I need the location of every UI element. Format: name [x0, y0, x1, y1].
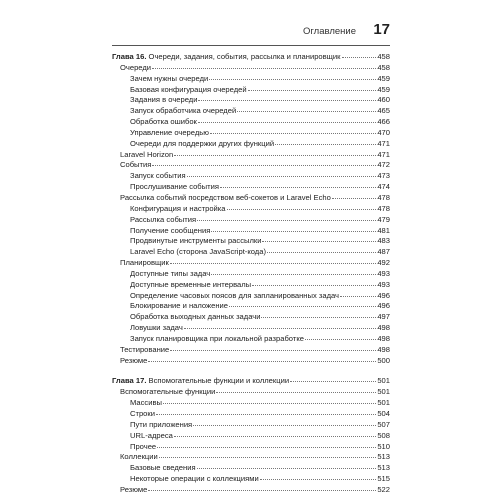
dot-leader: [210, 127, 376, 134]
toc-page-number: 513: [377, 463, 390, 473]
toc-page-number: 481: [377, 225, 390, 235]
toc-entry-title: Конфигурация и настройка: [130, 203, 226, 213]
toc-entry-title: Резюме: [120, 355, 148, 365]
toc-entry-title: Laravel Echo (сторона JavaScript-кода): [130, 247, 266, 257]
table-of-contents: [112, 52, 390, 496]
dot-leader: [237, 105, 376, 112]
toc-entry-title: Запуск планировщика при локальной разработке: [130, 333, 304, 343]
dot-leader: [148, 355, 376, 362]
toc-page-number: 472: [377, 160, 390, 170]
toc-entry-title: Рассылка события: [130, 214, 197, 224]
toc-page-number: 479: [377, 214, 390, 224]
toc-entry-title: Рассылка событий посредством веб-сокетов и Laravel Echo: [120, 192, 331, 202]
toc-entry: [112, 485, 390, 496]
dot-leader: [248, 84, 377, 91]
toc-page-number: 483: [377, 236, 390, 246]
toc-page-number: 515: [377, 474, 390, 484]
toc-page-number: 492: [377, 258, 390, 268]
toc-entry-title: Планировщик: [120, 258, 169, 268]
dot-leader: [197, 214, 376, 221]
chapter-title: Очереди, задания, события, рассылка и планировщик: [146, 52, 341, 61]
toc-entry-title: Запуск обработчика очередей: [130, 106, 237, 116]
toc-entry-title: Обработка ошибок: [130, 117, 197, 127]
toc-entry-title: Очереди для поддержки других функций: [130, 138, 275, 148]
chapter-title: Вспомогательные функции и коллекции: [146, 376, 290, 386]
dot-leader: [227, 203, 377, 210]
toc-entry-title: Запуск события: [130, 171, 186, 181]
toc-page-number: 501: [377, 387, 390, 397]
dot-leader: [220, 181, 376, 188]
toc-page-number: 496: [377, 290, 390, 300]
dot-leader: [305, 333, 376, 340]
dot-leader: [148, 484, 376, 491]
toc-page-number: 496: [377, 301, 390, 311]
dot-leader: [197, 462, 377, 469]
toc-page-number: 466: [377, 117, 390, 127]
chapter-number: Глава 16.: [112, 52, 147, 61]
toc-entry-title: Доступные типы задач: [130, 268, 211, 278]
toc-entry-title: Массивы: [130, 398, 162, 408]
dot-leader: [216, 386, 376, 393]
toc-page-number: 501: [377, 398, 390, 408]
toc-page-number: 501: [377, 376, 390, 386]
toc-page-number: 474: [377, 182, 390, 192]
toc-page-number: 522: [377, 484, 390, 494]
toc-page-number: 458: [377, 52, 390, 61]
toc-entry-title: Блокирование и наложение: [130, 301, 228, 311]
dot-leader: [174, 149, 376, 156]
dot-leader: [152, 62, 376, 69]
toc-entry-title: Прослушивание события: [130, 182, 219, 192]
dot-leader: [209, 73, 376, 80]
chapter-number: Глава 17.: [112, 376, 147, 386]
header-divider: [112, 45, 390, 46]
dot-leader: [198, 94, 376, 101]
dot-leader: [187, 170, 377, 177]
toc-entry-title: Вспомогательные функции: [120, 387, 216, 397]
toc-entry-title: Получение сообщения: [130, 225, 211, 235]
toc-entry-title: Прочее: [130, 441, 157, 451]
toc-entry-title: Некоторые операции с коллекциями: [130, 474, 259, 484]
toc-page-number: 507: [377, 419, 390, 429]
dot-leader: [159, 451, 377, 458]
toc-page-number: 498: [377, 323, 390, 333]
toc-entry-title: Зачем нужны очереди: [130, 73, 209, 83]
toc-entry-title: Обработка выходных данных задачи: [130, 312, 261, 322]
toc-entry-title: Тестирование: [120, 344, 170, 354]
dot-leader: [211, 225, 376, 232]
toc-entry-title: Доступные временные интервалы: [130, 279, 252, 289]
dot-leader: [193, 419, 376, 426]
toc-entry-title: Продвинутые инструменты рассылки: [130, 236, 262, 246]
dot-leader: [340, 290, 376, 297]
dot-leader: [261, 311, 376, 318]
dot-leader: [290, 375, 376, 382]
dot-leader: [275, 138, 376, 145]
dot-leader: [267, 246, 376, 253]
toc-page-number: 493: [377, 279, 390, 289]
toc-entry-title: Задания в очереди: [130, 95, 198, 105]
toc-page-number: 471: [377, 149, 390, 159]
toc-page-number: 497: [377, 312, 390, 322]
dot-leader: [262, 235, 376, 242]
toc-page-number: 471: [377, 138, 390, 148]
toc-page-number: 513: [377, 452, 390, 462]
toc-page-number: 493: [377, 268, 390, 278]
toc-page-number: 459: [377, 84, 390, 94]
dot-leader: [260, 473, 377, 480]
toc-page-number: 465: [377, 106, 390, 116]
toc-page-number: 487: [377, 247, 390, 257]
toc-page-number: 470: [377, 127, 390, 137]
toc-page-number: 473: [377, 171, 390, 181]
dot-leader: [342, 51, 377, 58]
toc-entry: [112, 356, 390, 367]
dot-leader: [152, 159, 376, 166]
toc-page-number: 500: [377, 355, 390, 365]
toc-page-number: 510: [377, 441, 390, 451]
toc-page-number: 504: [377, 409, 390, 418]
running-header: [112, 21, 390, 41]
dot-leader: [157, 441, 376, 448]
dot-leader: [170, 344, 376, 351]
toc-page-number: 498: [377, 344, 390, 354]
dot-leader: [211, 268, 376, 275]
toc-entry-title: События: [120, 160, 152, 170]
dot-leader: [252, 279, 376, 286]
toc-entry-title: Ловушки задач: [130, 323, 183, 333]
toc-page-number: 498: [377, 333, 390, 343]
dot-leader: [170, 257, 376, 264]
toc-entry-title: Базовая конфигурация очередей: [130, 84, 247, 94]
toc-entry-title: Laravel Horizon: [120, 149, 174, 159]
toc-page-number: 478: [377, 203, 390, 213]
dot-leader: [156, 408, 376, 415]
toc-page-number: 458: [377, 62, 390, 72]
toc-entry-title: Строки: [130, 409, 155, 418]
toc-page-number: 508: [377, 430, 390, 440]
toc-page-number: 459: [377, 73, 390, 83]
toc-entry-title: Определение часовых поясов для запланированных задач: [130, 290, 340, 300]
toc-entry-title: URL-адреса: [130, 430, 173, 440]
dot-leader: [198, 116, 376, 123]
dot-leader: [184, 322, 377, 329]
header-title: Оглавление: [303, 26, 356, 37]
dot-leader: [174, 430, 376, 437]
dot-leader: [163, 397, 376, 404]
toc-entry-title: Пути приложения: [130, 419, 193, 429]
toc-page-number: 460: [377, 95, 390, 105]
toc-entry-title: Резюме: [120, 484, 148, 494]
dot-leader: [229, 300, 376, 307]
header-page-number: 17: [373, 21, 390, 38]
toc-entry-title: Коллекции: [120, 452, 158, 462]
toc-page-number: 478: [377, 192, 390, 202]
toc-entry-title: Очереди: [120, 62, 152, 72]
dot-leader: [332, 192, 376, 199]
toc-entry-title: Управление очередью: [130, 127, 209, 137]
toc-entry-title: Базовые сведения: [130, 463, 196, 473]
